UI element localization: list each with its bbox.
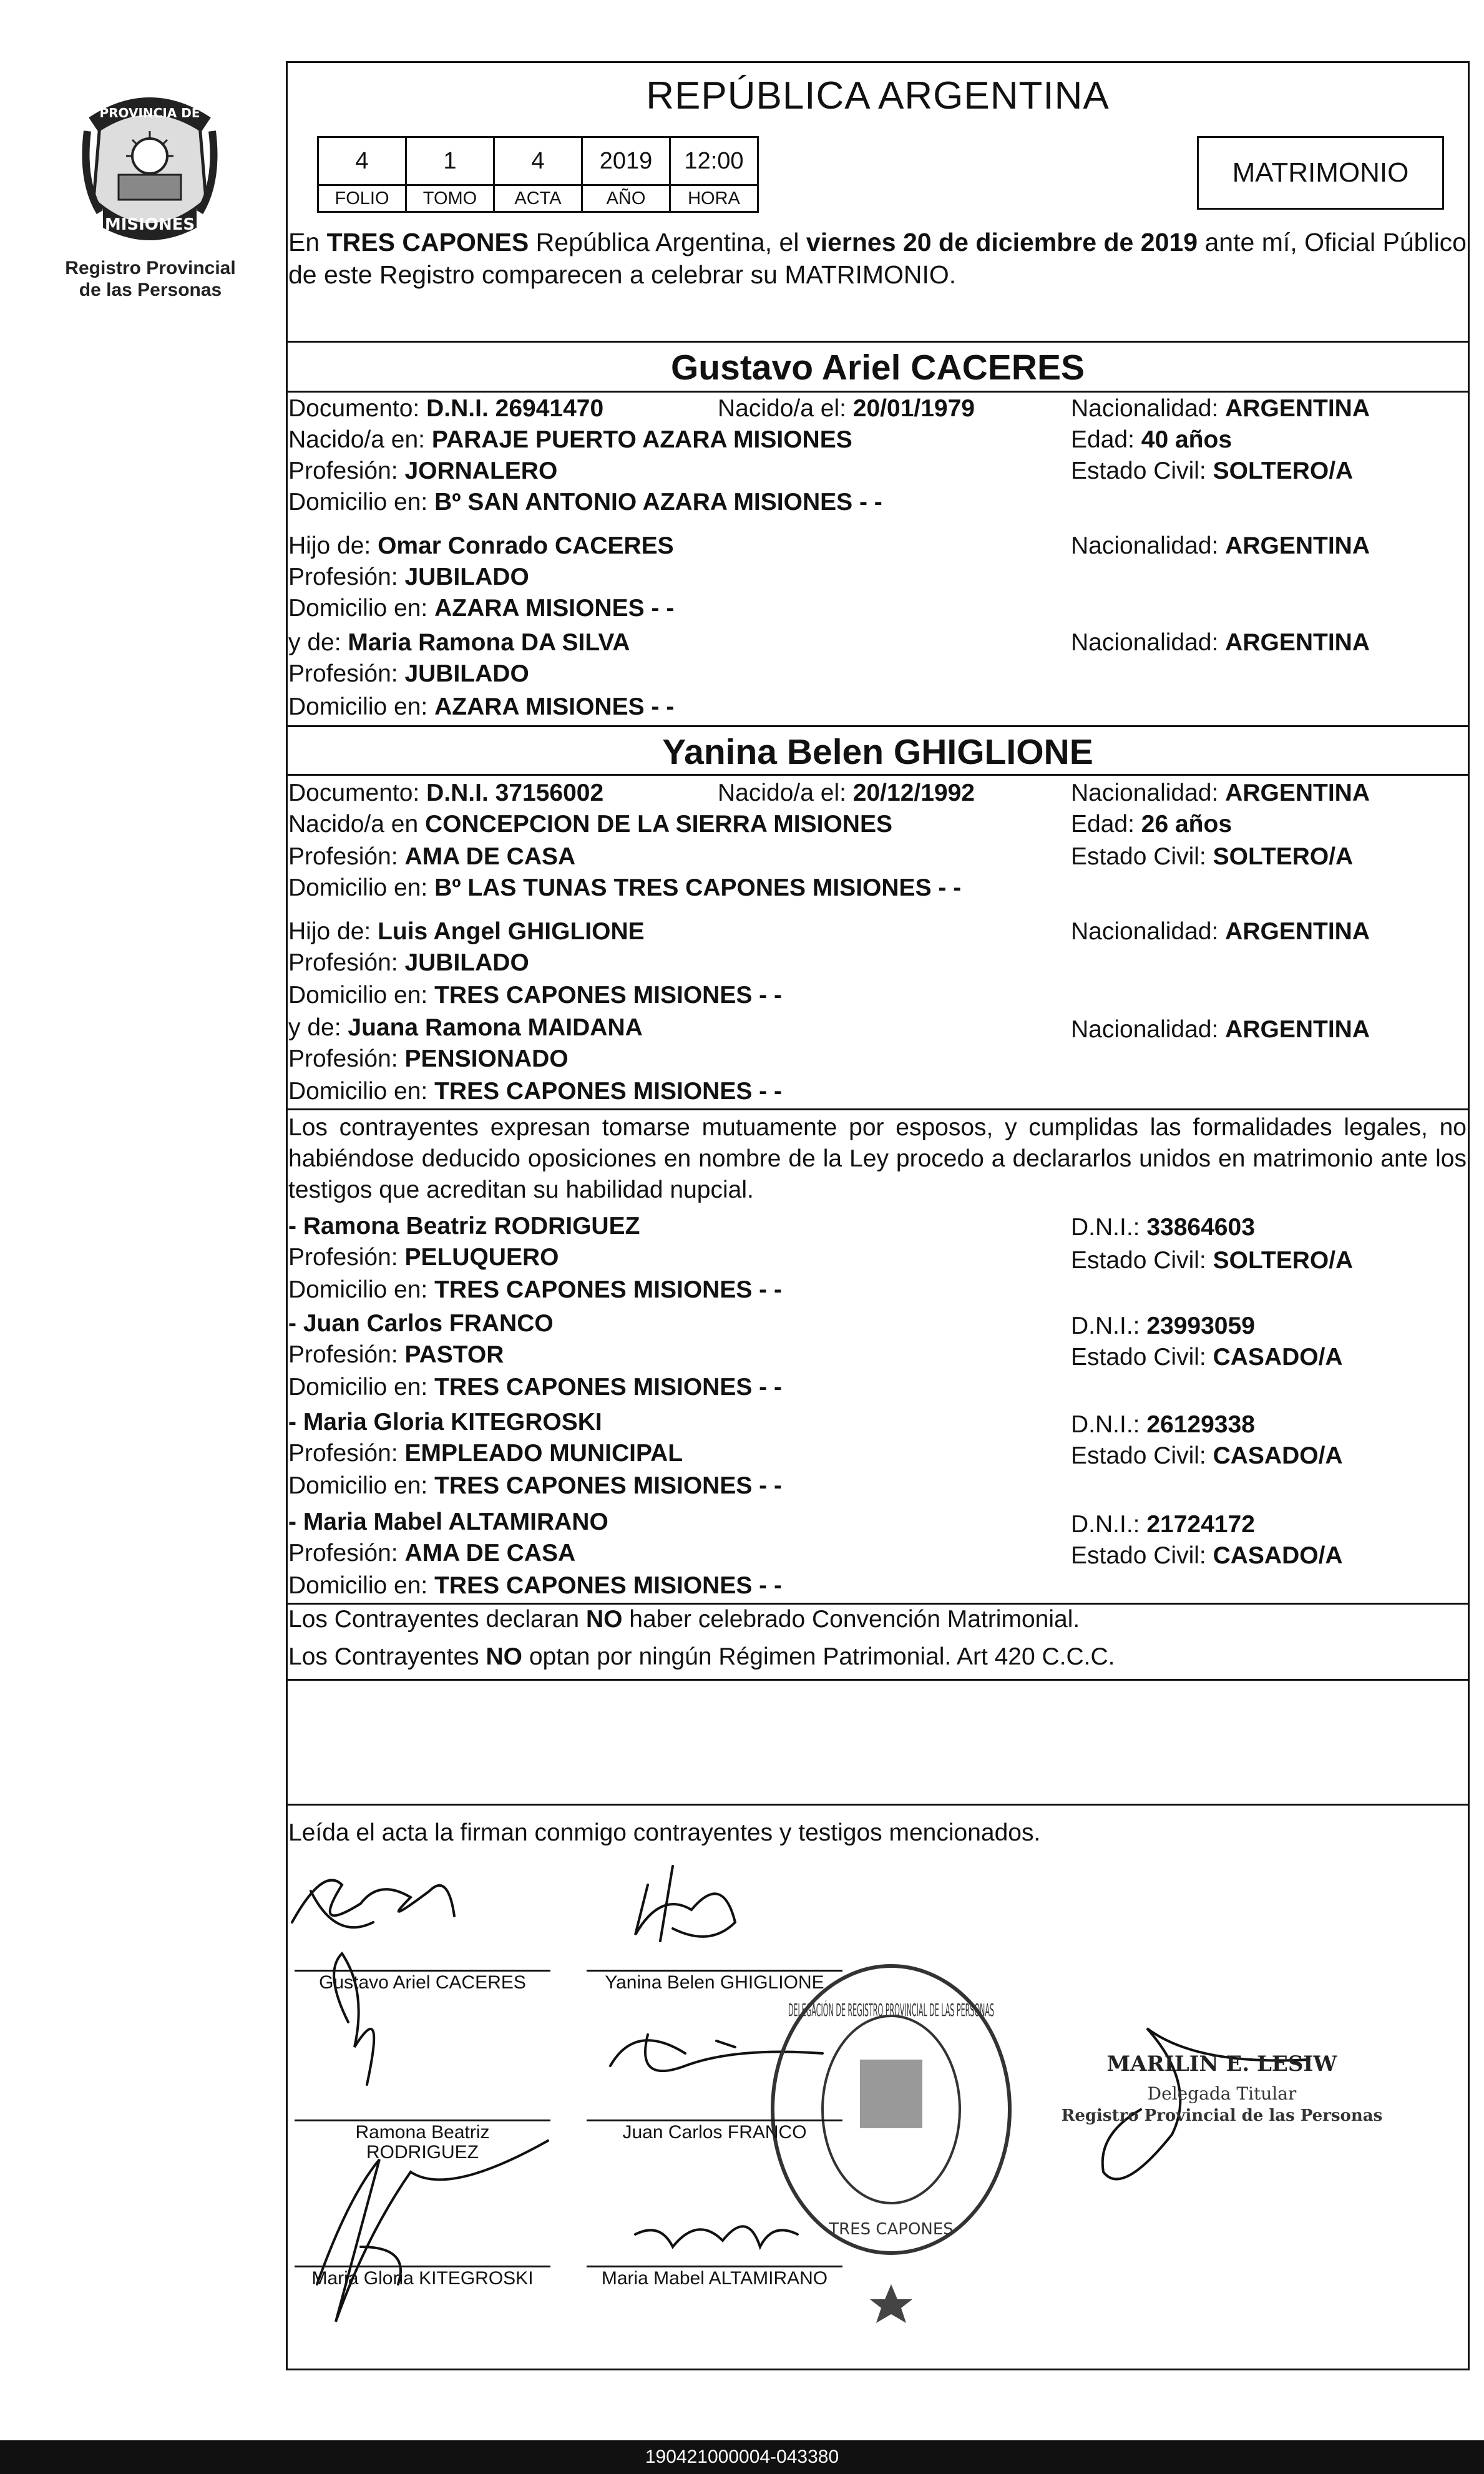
province-logo <box>75 87 225 262</box>
signature-scribble <box>317 2141 548 2322</box>
witness-dni: D.N.I.: 33864603 <box>1071 1214 1255 1241</box>
spouse2-father-dom: Domicilio en: TRES CAPONES MISIONES - - <box>288 982 782 1009</box>
signature-name: Yanina Belen GHIGLIONE <box>605 1972 824 1993</box>
year-label: AÑO <box>582 185 670 212</box>
year-value: 2019 <box>582 137 670 185</box>
acta-value: 4 <box>494 137 582 185</box>
spouse2-father: Hijo de: Luis Angel GHIGLIONE <box>288 918 645 945</box>
acta-label: ACTA <box>494 185 582 212</box>
witness-name: - Maria Mabel ALTAMIRANO <box>288 1508 608 1535</box>
witness-prof: Profesión: AMA DE CASA <box>288 1540 576 1567</box>
divider <box>286 725 1470 727</box>
divider <box>286 1108 1470 1110</box>
witness-civil: Estado Civil: CASADO/A <box>1071 1344 1343 1371</box>
delegate-stamp <box>1062 2051 1383 2125</box>
spouse2-father-nat: Nacionalidad: ARGENTINA <box>1071 918 1370 945</box>
page-title: REPÚBLICA ARGENTINA <box>646 74 1110 117</box>
divider <box>286 341 1470 343</box>
seal-ring-text: DELEGACIÓN DE REGISTRO PROVINCIAL DE LAS PERSONAS <box>788 2000 1308 2020</box>
spouse2-name: Yanina Belen GHIGLIONE <box>662 732 1093 772</box>
intro-text: República Argentina, el <box>529 228 806 257</box>
intro-place: TRES CAPONES <box>326 228 529 257</box>
seal-star-icon <box>870 2284 912 2323</box>
spouse1-born: Nacido/a el: 20/01/1979 <box>718 395 975 422</box>
spouse1-father-dom: Domicilio en: AZARA MISIONES - - <box>288 595 675 622</box>
signature-name: Juan Carlos FRANCO <box>622 2122 807 2143</box>
witness-civil: Estado Civil: SOLTERO/A <box>1071 1247 1354 1274</box>
spouse1-mother-nat: Nacionalidad: ARGENTINA <box>1071 629 1370 656</box>
spouse1-father-prof: Profesión: JUBILADO <box>288 564 529 590</box>
spouse2-mother-nat: Nacionalidad: ARGENTINA <box>1071 1016 1370 1043</box>
spouse2-born: Nacido/a el: 20/12/1992 <box>718 780 975 806</box>
tomo-value: 1 <box>406 137 494 185</box>
spouse2-mother-prof: Profesión: PENSIONADO <box>288 1045 569 1072</box>
signature-line <box>587 2266 842 2267</box>
spouse2-father-prof: Profesión: JUBILADO <box>288 949 529 976</box>
document-code-bar: 190421000004-043380 <box>0 2440 1484 2474</box>
spouse1-birthplace: Nacido/a en: PARAJE PUERTO AZARA MISIONES <box>288 426 852 453</box>
spouse1-father: Hijo de: Omar Conrado CACERES <box>288 532 674 559</box>
witness-dni: D.N.I.: 21724172 <box>1071 1511 1255 1538</box>
witness-name: - Ramona Beatriz RODRIGUEZ <box>288 1213 640 1239</box>
signature-name: RODRIGUEZ <box>366 2142 479 2163</box>
signature-scribble <box>635 2226 798 2247</box>
misiones-coat-of-arms-icon <box>75 87 225 262</box>
spouse2-civil: Estado Civil: SOLTERO/A <box>1071 843 1354 870</box>
hour-label: HORA <box>670 185 758 212</box>
logo-banner-text: MISIONES <box>104 215 195 234</box>
intro-text: ante mí, Oficial Público de este Registro comparecen a celebrar su MATRIMONIO. <box>288 228 1467 289</box>
witness-civil: Estado Civil: CASADO/A <box>1071 1442 1343 1469</box>
declaration-paragraph: Los contrayentes expresan tomarse mutuamente por esposos, y cumplidas las formalidades legales, no habiéndose deducido oposiciones en nombre de la Ley procedo a declararlos unidos en matrimonio ante los testigos que acreditan su habilidad nupcial. <box>288 1114 1467 1203</box>
spouse1-mother-dom: Domicilio en: AZARA MISIONES - - <box>288 693 675 720</box>
stamp-office: Registro Provincial de las Personas <box>1061 2106 1383 2125</box>
spouse1-doc: Documento: D.N.I. 26941470 <box>288 395 604 422</box>
signature-line <box>295 2120 550 2121</box>
spouse1-mother: y de: Maria Ramona DA SILVA <box>288 629 630 656</box>
hour-value: 12:00 <box>670 137 758 185</box>
seal-emblem <box>860 2060 922 2128</box>
stamp-role: Delegada Titular <box>1147 2083 1297 2104</box>
spouse1-name: Gustavo Ariel CACERES <box>670 348 1085 388</box>
spouse1-age: Edad: 40 años <box>1071 426 1233 453</box>
spouse1-dom: Domicilio en: Bº SAN ANTONIO AZARA MISIONES - - <box>288 489 882 516</box>
divider <box>286 1679 1470 1681</box>
seal-place-text: TRES CAPONES <box>829 2220 954 2239</box>
signature-line <box>295 1970 550 1972</box>
witness-prof: Profesión: PELUQUERO <box>288 1244 559 1271</box>
witness-prof: Profesión: EMPLEADO MUNICIPAL <box>288 1440 683 1467</box>
spouse1-mother-prof: Profesión: JUBILADO <box>288 660 529 687</box>
divider <box>286 774 1470 776</box>
folio-label: FOLIO <box>318 185 406 212</box>
witness-dom: Domicilio en: TRES CAPONES MISIONES - - <box>288 1472 782 1499</box>
folio-value: 4 <box>318 137 406 185</box>
signature-scribble <box>610 2035 823 2071</box>
witness-name: - Maria Gloria KITEGROSKI <box>288 1409 602 1435</box>
intro-date: viernes 20 de diciembre de 2019 <box>806 228 1198 257</box>
divider <box>286 391 1470 393</box>
divider <box>286 1804 1470 1806</box>
signature-name: Ramona Beatriz <box>355 2122 490 2143</box>
spouse1-nat: Nacionalidad: ARGENTINA <box>1071 395 1370 422</box>
witness-dom: Domicilio en: TRES CAPONES MISIONES - - <box>288 1572 782 1599</box>
signature-scribble <box>635 1866 735 1941</box>
signature-line <box>295 2266 550 2267</box>
signature-name: Maria Mabel ALTAMIRANO <box>601 2268 828 2289</box>
spouse2-nat: Nacionalidad: ARGENTINA <box>1071 780 1370 806</box>
spouse2-mother: y de: Juana Ramona MAIDANA <box>288 1014 643 1041</box>
tomo-label: TOMO <box>406 185 494 212</box>
spouse2-dom: Domicilio en: Bº LAS TUNAS TRES CAPONES MISIONES - - <box>288 874 962 901</box>
spouse2-birthplace: Nacido/a en CONCEPCION DE LA SIERRA MISIONES <box>288 811 893 838</box>
witness-dni: D.N.I.: 23993059 <box>1071 1313 1255 1339</box>
witness-dom: Domicilio en: TRES CAPONES MISIONES - - <box>288 1374 782 1401</box>
intro-paragraph <box>288 226 1467 291</box>
witness-dni: D.N.I.: 26129338 <box>1071 1411 1255 1438</box>
spouse2-mother-dom: Domicilio en: TRES CAPONES MISIONES - - <box>288 1078 782 1105</box>
spouse2-doc: Documento: D.N.I. 37156002 <box>288 780 604 806</box>
logo-arc-text: PROVINCIA DE <box>99 105 200 120</box>
convention-statement: Los Contrayentes declaran NO haber celebrado Convención Matrimonial. <box>288 1606 1080 1633</box>
spouse1-prof: Profesión: JORNALERO <box>288 457 558 484</box>
signature-name: Maria Gloria KITEGROSKI <box>311 2268 534 2289</box>
witness-civil: Estado Civil: CASADO/A <box>1071 1542 1343 1569</box>
signature-line <box>587 1970 842 1972</box>
stamp-name: MARILIN E. LESIW <box>1106 2051 1337 2076</box>
closing-statement: Leída el acta la firman conmigo contrayentes y testigos mencionados. <box>288 1819 1041 1846</box>
spouse2-prof: Profesión: AMA DE CASA <box>288 843 576 870</box>
record-numbers-table <box>317 136 759 213</box>
logo-caption-line2: de las Personas <box>79 280 222 300</box>
signature-line <box>587 2120 842 2121</box>
spouse1-civil: Estado Civil: SOLTERO/A <box>1071 457 1354 484</box>
witness-prof: Profesión: PASTOR <box>288 1341 504 1368</box>
witness-name: - Juan Carlos FRANCO <box>288 1310 554 1337</box>
intro-text: En <box>288 228 327 257</box>
spouse1-father-nat: Nacionalidad: ARGENTINA <box>1071 532 1370 559</box>
logo-caption-line1: Registro Provincial <box>65 258 236 278</box>
signature-name: Gustavo Ariel CACERES <box>319 1972 526 1993</box>
regime-statement: Los Contrayentes NO optan por ningún Régimen Patrimonial. Art 420 C.C.C. <box>288 1643 1115 1670</box>
spouse2-age: Edad: 26 años <box>1071 811 1233 838</box>
logo-caption <box>50 257 251 301</box>
signature-scribble <box>311 1891 373 1927</box>
act-type-box: MATRIMONIO <box>1197 136 1444 210</box>
witness-dom: Domicilio en: TRES CAPONES MISIONES - - <box>288 1276 782 1303</box>
